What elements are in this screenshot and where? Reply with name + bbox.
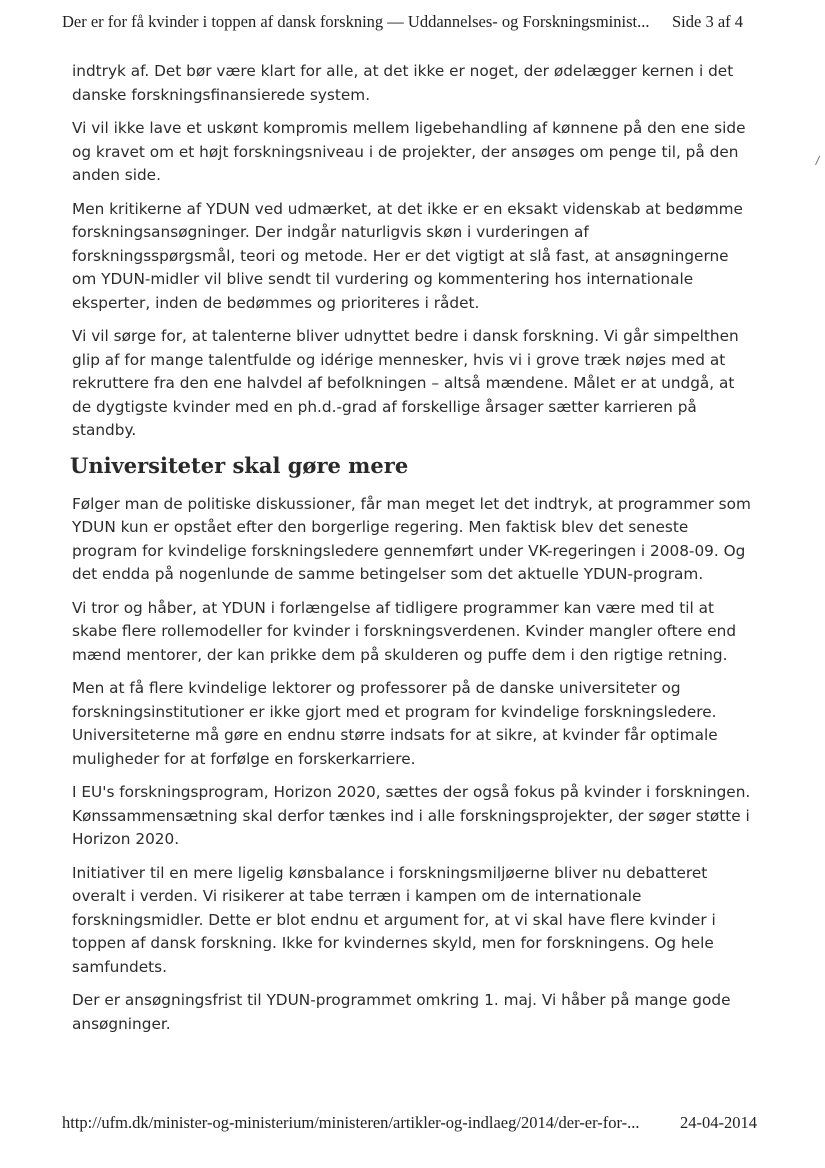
scan-mark — [815, 156, 823, 167]
paragraph: I EU's forskningsprogram, Horizon 2020, sættes der også fokus på kvinder i forskningen. Kønssammensætning skal derfor tænkes ind i alle forskningsprojekter, der søger støtte i Horizon 2020. — [72, 783, 751, 848]
footer-url: http://ufm.dk/minister-og-ministerium/ministeren/artikler-og-indlaeg/2014/der-er-for-... — [62, 1113, 640, 1132]
paragraph: Følger man de politiske diskussioner, får man meget let det indtryk, at programmer som YDUN kun er opstået efter den borgerlige regering. Men faktisk blev det seneste program for kvindelige forskningsledere gennemført under VK-regeringen i 2008-09. Og det endda på nogenlunde de samme betingelser som det aktuelle YDUN-program. — [72, 494, 751, 583]
paragraph: Men kritikerne af YDUN ved udmærket, at det ikke er en eksakt videnskab at bedømme forskningsansøgninger. Der indgår naturligvis skøn i vurderingen af forskningsspørgsmål, teori og metode. Her er det vigtigt at slå fast, at ansøgningerne om YDUN-midler vil blive sendt til vurdering og kommentering hos internationale eksperter, inden de bedømmes og prioriteres i rådet. — [72, 199, 743, 312]
header-title: Der er for få kvinder i toppen af dansk forskning — Uddannelses- og Forskningsminist... — [62, 12, 650, 31]
section-heading: Universiteter skal gøre mere — [70, 452, 409, 478]
paragraph: Initiativer til en mere ligelig kønsbalance i forskningsmiljøerne bliver nu debatteret overalt i verden. Vi risikerer at tabe terræn i kampen om de internationale forskningsmidler. Dette er blot endnu et argument for, at vi skal have flere kvinder i toppen af dansk forskning. Ikke for kvindernes skyld, men for forskningens. Og hele samfundets. — [72, 863, 716, 976]
paragraph: Men at få flere kvindelige lektorer og professorer på de danske universiteter og forskningsinstitutioner er ikke gjort med et program for kvindelige forskningsledere. Universiteterne må gøre en endnu større indsats for at sikre, at kvinder får optimale muligheder for at forfølge en forskerkarriere. — [72, 679, 718, 768]
paragraph: Vi vil sørge for, at talenterne bliver udnyttet bedre i dansk forskning. Vi går simpelthen glip af for mange talentfulde og idérige mennesker, hvis vi i grove træk nøjes med at rekruttere fra den ene halvdel af befolkningen – altså mændene. Målet er at undgå, at de dygtigste kvinder med en ph.d.-grad af forskellige årsager sætter karrieren på standby. — [72, 327, 739, 439]
header-page-number: Side 3 af 4 — [672, 12, 744, 31]
print-footer — [62, 1113, 762, 1133]
paragraph: Der er ansøgningsfrist til YDUN-programmet omkring 1. maj. Vi håber på mange gode ansøgninger. — [72, 991, 731, 1033]
paragraph: Vi tror og håber, at YDUN i forlængelse af tidligere programmer kan være med til at skabe flere rollemodeller for kvinder i forskningsverdenen. Kvinder mangler oftere end mænd mentorer, der kan prikke dem på skulderen og puffe dem i den rigtige retning. — [72, 598, 737, 664]
article-body — [72, 60, 752, 1046]
footer-date: 24-04-2014 — [680, 1113, 757, 1132]
print-header — [62, 12, 762, 32]
paragraph: indtryk af. Det bør være klart for alle, at det ikke er noget, der ødelægger kernen i det danske forskningsfinansierede system. — [72, 62, 734, 104]
paragraph: Vi vil ikke lave et uskønt kompromis mellem ligebehandling af kønnene på den ene side og kravet om et højt forskningsniveau i de projekter, der ansøges om penge til, på den anden side. — [72, 119, 746, 184]
